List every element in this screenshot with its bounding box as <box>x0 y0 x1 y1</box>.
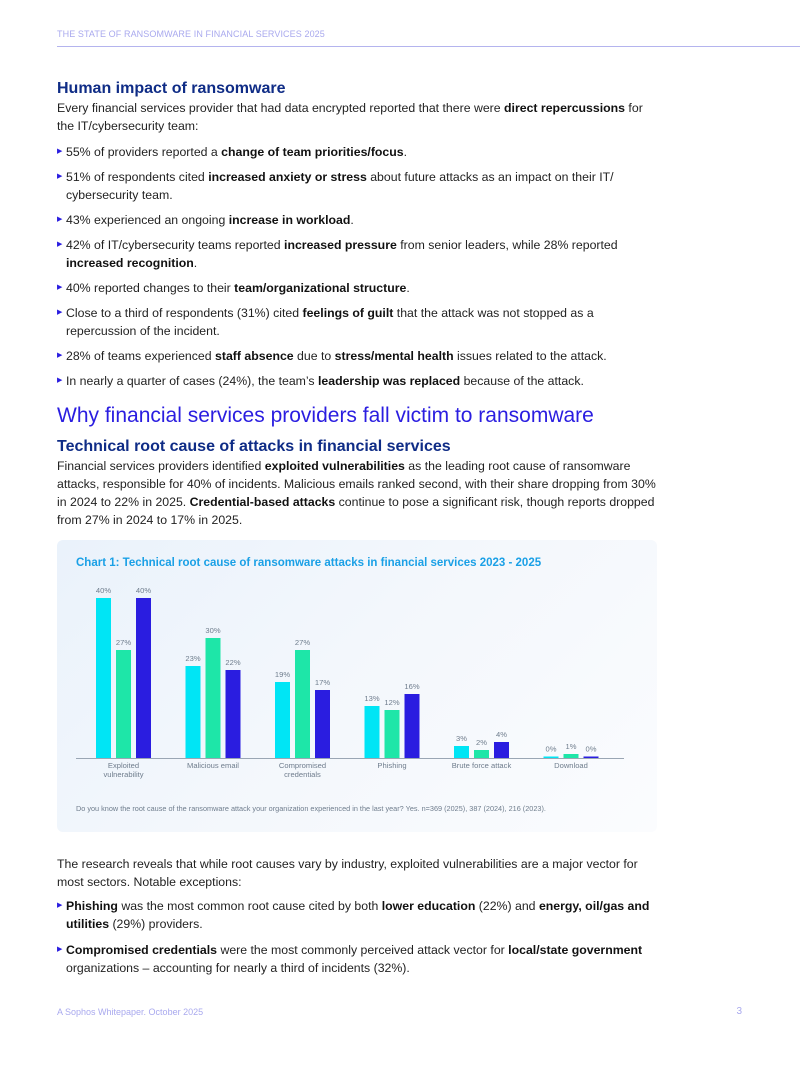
chart-title: Chart 1: Technical root cause of ransomware attacks in financial services 2023 - 2025 <box>76 557 542 569</box>
list-item-text <box>66 304 657 340</box>
body-text: issues related to the attack. <box>453 349 607 363</box>
list-item-text <box>66 211 657 229</box>
triangle-right-icon: ▶ <box>57 241 63 248</box>
chart-bar <box>206 638 221 758</box>
body-text: from senior leaders, while 28% reported <box>396 238 618 252</box>
emphasis-text: increase in workload <box>228 213 351 227</box>
triangle-right-icon: ▶ <box>57 284 63 291</box>
running-header: THE STATE OF RANSOMWARE IN FINANCIAL SERVICES 2025 <box>57 29 325 39</box>
emphasis-text: Phishing <box>66 899 118 913</box>
body-text: organizations – accounting for nearly a third of incidents (32%). <box>66 961 410 975</box>
emphasis-text: lower education <box>381 899 476 913</box>
bar-data-label: 4% <box>496 730 507 739</box>
emphasis-text: Credential-based attacks <box>189 495 336 509</box>
bar-data-label: 23% <box>185 654 201 663</box>
triangle-right-icon: ▶ <box>57 946 63 953</box>
header-divider <box>57 46 800 47</box>
body-text: for the IT/cybersecurity team: <box>57 101 643 133</box>
triangle-right-icon: ▶ <box>57 309 63 316</box>
list-item-text <box>66 236 657 272</box>
bar-data-label: 22% <box>225 658 241 667</box>
after-chart-intro <box>57 855 657 891</box>
emphasis-text: change of team priorities/focus <box>221 145 404 159</box>
chart-bar <box>295 650 310 758</box>
list-item <box>57 279 657 297</box>
list-item-text <box>66 941 657 977</box>
technical-root-cause-intro <box>57 457 657 529</box>
bar-data-label: 40% <box>95 586 112 595</box>
bar-data-label: 1% <box>565 742 577 751</box>
bar-data-label: 3% <box>456 734 467 743</box>
body-text: 42% of IT/cybersecurity teams reported <box>66 238 285 252</box>
emphasis-text: increased pressure <box>284 238 397 252</box>
chart-bar <box>136 598 151 758</box>
section-heading-human-impact: Human impact of ransomware <box>57 80 286 97</box>
body-text: were the most commonly perceived attack vector for <box>217 943 509 957</box>
body-text: as the leading root cause of ransomware attacks, responsible for 40% of incidents. Malicious emails ranked second, with their share dropping from 30% in 2024 to 22% in 2025. <box>57 459 656 509</box>
bar-data-label: 17% <box>314 678 331 687</box>
chart-bar <box>564 754 579 758</box>
chart-bar <box>474 750 489 758</box>
body-text: (22%) and <box>475 899 539 913</box>
chart-bar <box>186 666 201 758</box>
emphasis-text: Compromised credentials <box>66 943 218 957</box>
x-tick-label: Phishing <box>377 761 407 770</box>
body-text: continue to pose a significant risk, though reports dropped from 27% in 2024 to 17% in 2025. <box>57 495 655 527</box>
bar-data-label: 12% <box>384 698 400 707</box>
body-text: 40% reported changes to their <box>66 281 235 295</box>
emphasis-text: local/state government <box>508 943 643 957</box>
list-item-text <box>66 347 657 365</box>
list-item <box>57 211 657 229</box>
list-item-text <box>66 143 657 161</box>
chart-bar <box>584 757 599 759</box>
emphasis-text: feelings of guilt <box>302 306 394 320</box>
x-tick-label: Exploited <box>107 761 140 770</box>
body-text: The research reveals that while root causes vary by industry, exploited vulnerabilities are a major vector for most sectors. Notable exceptions: <box>57 857 638 889</box>
x-tick-label: Download <box>554 761 588 770</box>
section-heading-technical-root-cause: Technical root cause of attacks in financial services <box>57 438 451 455</box>
body-text: 43% experienced an ongoing <box>66 213 229 227</box>
body-text: Every financial services provider that had data encrypted reported that there were <box>57 101 505 115</box>
x-tick-label: credentials <box>284 770 321 779</box>
body-text: due to <box>293 349 335 363</box>
body-text: . <box>403 145 408 159</box>
chart-footnote: Do you know the root cause of the ransomware attack your organization experienced in the last year? Yes. n=369 (2025), 387 (2024), 216 (2023). <box>76 804 546 813</box>
list-item <box>57 168 657 204</box>
chart-panel <box>57 540 657 832</box>
emphasis-text: increased anxiety or stress <box>208 170 367 184</box>
x-tick-label: vulnerability <box>103 770 144 779</box>
list-item <box>57 347 657 365</box>
emphasis-text: leadership was replaced <box>317 374 461 388</box>
body-text: that the attack was not stopped as a repercussion of the incident. <box>66 306 594 338</box>
chart-bar <box>454 746 469 758</box>
emphasis-text: direct repercussions <box>504 101 626 115</box>
list-item-text <box>66 897 657 933</box>
list-item <box>57 941 657 977</box>
emphasis-text: stress/mental health <box>334 349 454 363</box>
bar-data-label: 13% <box>364 694 380 703</box>
emphasis-text: energy, oil/gas and utilities <box>66 899 650 931</box>
chart-bar <box>96 598 111 758</box>
list-item-text <box>66 372 657 390</box>
body-text: In nearly a quarter of cases (24%), the team’s <box>66 374 318 388</box>
emphasis-text: increased recognition <box>66 256 194 270</box>
body-text: 55% of providers reported a <box>66 145 222 159</box>
body-text: Financial services providers identified <box>57 459 265 473</box>
chart-bar <box>385 710 400 758</box>
body-text: because of the attack. <box>460 374 584 388</box>
emphasis-text: staff absence <box>215 349 294 363</box>
body-text: . <box>406 281 410 295</box>
list-item <box>57 236 657 272</box>
bar-chart <box>57 540 657 800</box>
chart-bar <box>365 706 380 758</box>
bar-data-label: 27% <box>115 638 132 647</box>
x-tick-label: Malicious email <box>187 761 239 770</box>
body-text: about future attacks as an impact on their IT/ cybersecurity team. <box>66 170 614 202</box>
chart-bar <box>116 650 131 758</box>
emphasis-text: team/organizational structure <box>234 281 407 295</box>
body-text: was the most common root cause cited by both <box>117 899 382 913</box>
list-item <box>57 143 657 161</box>
x-tick-label: Brute force attack <box>451 761 512 770</box>
chart-bar <box>315 690 330 758</box>
chart-bar <box>405 694 420 758</box>
exceptions-list <box>57 897 657 977</box>
chart-bar <box>494 742 509 758</box>
list-item-text <box>66 279 657 297</box>
triangle-right-icon: ▶ <box>57 902 63 909</box>
triangle-right-icon: ▶ <box>57 148 63 155</box>
x-tick-label: Compromised <box>278 761 327 770</box>
bar-data-label: 27% <box>294 638 311 647</box>
list-item <box>57 897 657 933</box>
section-title-why: Why financial services providers fall victim to ransomware <box>57 404 594 427</box>
triangle-right-icon: ▶ <box>57 377 63 384</box>
human-impact-intro <box>57 99 657 135</box>
chart-bar <box>544 757 559 759</box>
triangle-right-icon: ▶ <box>57 352 63 359</box>
triangle-right-icon: ▶ <box>57 173 63 180</box>
footer-source: A Sophos Whitepaper. October 2025 <box>57 1007 204 1017</box>
chart-bar <box>275 682 290 758</box>
bar-data-label: 16% <box>404 682 420 691</box>
bar-data-label: 0% <box>545 744 557 754</box>
list-item <box>57 304 657 340</box>
human-impact-list <box>57 143 657 390</box>
bar-data-label: 19% <box>274 670 291 679</box>
chart-bar <box>226 670 241 758</box>
bar-data-label: 0% <box>585 744 597 754</box>
emphasis-text: exploited vulnerabilities <box>264 459 405 473</box>
page-number: 3 <box>736 1006 742 1017</box>
list-item <box>57 372 657 390</box>
bar-data-label: 30% <box>205 626 221 635</box>
triangle-right-icon: ▶ <box>57 216 63 223</box>
body-text: 51% of respondents cited <box>66 170 209 184</box>
body-text: (29%) providers. <box>109 917 203 931</box>
body-text: Close to a third of respondents (31%) cited <box>66 306 303 320</box>
body-text: 28% of teams experienced <box>66 349 216 363</box>
body-text: . <box>350 213 354 227</box>
list-item-text <box>66 168 657 204</box>
body-text: . <box>193 256 198 270</box>
bar-data-label: 40% <box>135 586 152 595</box>
bar-data-label: 2% <box>476 738 487 747</box>
